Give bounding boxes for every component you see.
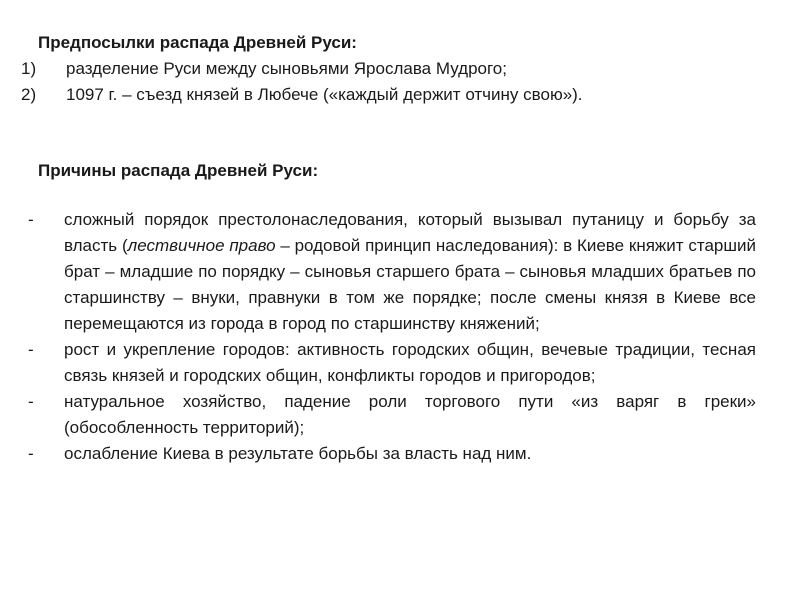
bullet-dash: - bbox=[28, 392, 34, 411]
premises-item bbox=[0, 56, 780, 82]
causes-item bbox=[0, 441, 756, 467]
causes-item bbox=[0, 337, 756, 389]
causes-item-text-cont: – родовой принцип наследования): в Киеве княжит старший брат – младшие по порядку – сыновья старшего брата – сыновья младших братьев по старшинству – внуки, правнуки в том же порядке; после смены князя в Киеве все перемещаются из города в город по старшинству княжений; bbox=[64, 236, 756, 333]
bullet-dash: - bbox=[28, 444, 34, 463]
premises-heading: Предпосылки распада Древней Руси: bbox=[38, 33, 357, 52]
premises-item-text: 1097 г. – съезд князей в Любече («каждый держит отчину свою»). bbox=[66, 85, 583, 104]
premises-list bbox=[0, 56, 780, 108]
causes-item bbox=[0, 207, 756, 337]
premises-item bbox=[0, 82, 780, 108]
premises-item-text: разделение Руси между сыновьями Ярослава Мудрого; bbox=[66, 59, 507, 78]
causes-item-text: сложный порядок престолонаследования, который вызывал путаницу и борьбу за власть ( bbox=[64, 210, 756, 255]
bullet-dash: - bbox=[28, 210, 34, 229]
causes-list bbox=[0, 207, 800, 467]
causes-item-text: натуральное хозяйство, падение роли торгового пути «из варяг в греки» (обособленность территорий); bbox=[64, 392, 756, 437]
premises-item-number: 2) bbox=[21, 85, 37, 104]
bullet-dash: - bbox=[28, 340, 34, 359]
causes-heading: Причины распада Древней Руси: bbox=[38, 161, 319, 180]
causes-item-emphasis: лествичное право bbox=[127, 236, 276, 255]
causes-item-text: ослабление Киева в результате борьбы за власть над ним. bbox=[64, 444, 532, 463]
causes-item bbox=[0, 389, 756, 441]
premises-item-number: 1) bbox=[21, 59, 37, 78]
causes-item-text: рост и укрепление городов: активность городских общин, вечевые традиции, тесная связь князей и городских общин, конфликты городов и пригородов; bbox=[64, 340, 756, 385]
